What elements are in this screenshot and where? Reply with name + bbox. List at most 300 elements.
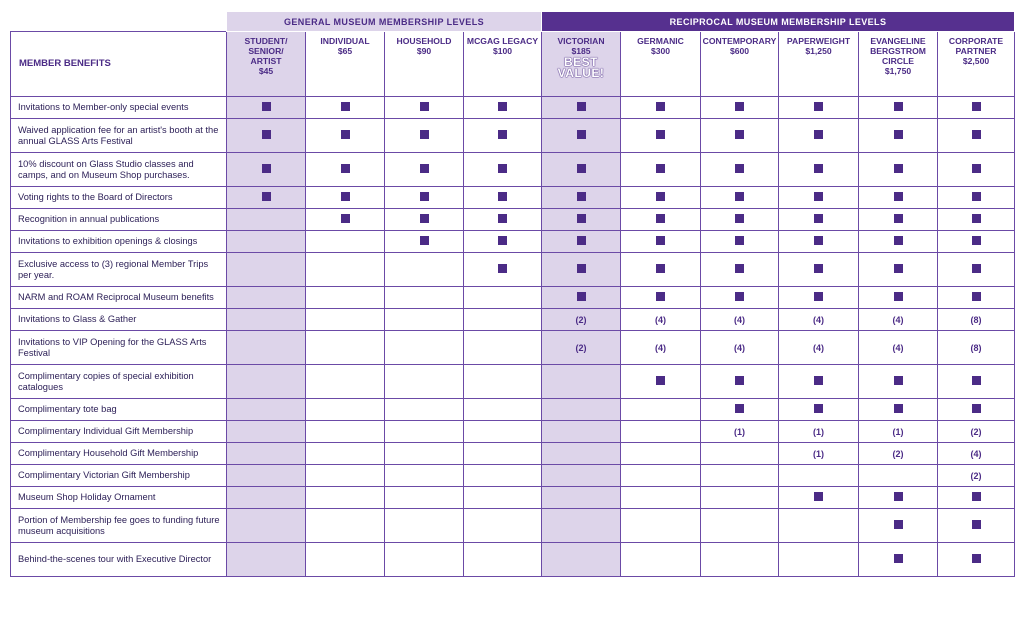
benefit-cell	[621, 187, 701, 209]
included-square-icon	[262, 192, 271, 201]
benefit-cell	[779, 187, 859, 209]
quantity-label: (2)	[970, 470, 982, 481]
benefit-cell	[542, 119, 621, 153]
benefit-cell	[227, 331, 306, 365]
benefit-cell	[938, 253, 1015, 287]
benefit-cell	[621, 97, 701, 119]
benefit-cell	[542, 309, 621, 331]
benefit-cell	[938, 119, 1015, 153]
benefit-cell	[306, 253, 385, 287]
benefit-cell	[859, 309, 938, 331]
benefit-cell	[621, 465, 701, 487]
benefit-cell	[464, 543, 542, 577]
benefit-cell	[464, 231, 542, 253]
benefit-cell	[385, 399, 464, 421]
benefit-label: Portion of Membership fee goes to funding future museum acquisitions	[11, 509, 227, 543]
benefit-row	[11, 509, 1015, 543]
benefit-cell	[227, 209, 306, 231]
benefit-cell	[621, 399, 701, 421]
benefit-cell	[621, 543, 701, 577]
benefit-label: Invitations to VIP Opening for the GLASS Arts Festival	[11, 331, 227, 365]
benefit-cell	[621, 331, 701, 365]
included-square-icon	[894, 554, 903, 563]
benefit-cell	[227, 543, 306, 577]
benefit-cell	[227, 97, 306, 119]
included-square-icon	[894, 404, 903, 413]
benefit-cell	[701, 465, 779, 487]
level-header	[464, 32, 542, 97]
benefit-cell	[385, 153, 464, 187]
level-name: MCGAG LEGACY	[466, 36, 539, 46]
benefit-cell	[938, 231, 1015, 253]
benefit-cell	[859, 509, 938, 543]
benefit-row	[11, 443, 1015, 465]
included-square-icon	[656, 376, 665, 385]
benefit-row	[11, 253, 1015, 287]
included-square-icon	[972, 102, 981, 111]
benefit-cell	[779, 253, 859, 287]
benefit-cell	[306, 287, 385, 309]
benefit-cell	[779, 487, 859, 509]
level-header	[621, 32, 701, 97]
benefit-label: Exclusive access to (3) regional Member Trips per year.	[11, 253, 227, 287]
included-square-icon	[341, 214, 350, 223]
benefit-label: Invitations to Glass & Gather	[11, 309, 227, 331]
benefit-cell	[701, 153, 779, 187]
benefit-cell	[227, 119, 306, 153]
benefit-row	[11, 287, 1015, 309]
benefit-cell	[464, 399, 542, 421]
benefit-cell	[542, 331, 621, 365]
benefit-cell	[464, 487, 542, 509]
benefit-cell	[938, 309, 1015, 331]
included-square-icon	[972, 164, 981, 173]
included-square-icon	[814, 264, 823, 273]
level-name: GERMANIC	[637, 36, 684, 46]
level-header	[701, 32, 779, 97]
level-header	[859, 32, 938, 97]
benefit-label: Recognition in annual publications	[11, 209, 227, 231]
benefit-label: Complimentary Individual Gift Membership	[11, 421, 227, 443]
included-square-icon	[972, 376, 981, 385]
quantity-label: (4)	[970, 448, 982, 459]
benefit-cell	[306, 209, 385, 231]
benefit-cell	[306, 231, 385, 253]
level-price: $600	[729, 46, 750, 56]
benefit-cell	[542, 287, 621, 309]
benefit-cell	[385, 421, 464, 443]
included-square-icon	[894, 130, 903, 139]
benefit-cell	[701, 209, 779, 231]
benefit-cell	[621, 443, 701, 465]
benefit-row	[11, 465, 1015, 487]
included-square-icon	[814, 376, 823, 385]
included-square-icon	[420, 214, 429, 223]
included-square-icon	[894, 236, 903, 245]
benefit-label: 10% discount on Glass Studio classes and camps, and on Museum Shop purchases.	[11, 153, 227, 187]
quantity-label: (1)	[813, 426, 824, 437]
level-price: $2,500	[962, 56, 990, 66]
benefit-cell	[385, 253, 464, 287]
level-header	[779, 32, 859, 97]
benefit-cell	[385, 543, 464, 577]
level-name: PAPERWEIGHT	[786, 36, 851, 46]
benefit-label: Complimentary tote bag	[11, 399, 227, 421]
benefits-matrix	[10, 11, 1015, 577]
level-header	[385, 32, 464, 97]
included-square-icon	[420, 130, 429, 139]
benefit-cell	[779, 119, 859, 153]
benefit-cell	[859, 209, 938, 231]
benefit-cell	[938, 443, 1015, 465]
benefit-row	[11, 331, 1015, 365]
included-square-icon	[498, 236, 507, 245]
included-square-icon	[972, 492, 981, 501]
included-square-icon	[262, 130, 271, 139]
quantity-label: (2)	[575, 342, 587, 353]
benefit-cell	[306, 543, 385, 577]
benefit-cell	[621, 487, 701, 509]
included-square-icon	[656, 264, 665, 273]
quantity-label: (8)	[970, 342, 982, 353]
quantity-label: (2)	[892, 448, 904, 459]
included-square-icon	[972, 404, 981, 413]
level-price: $90	[416, 46, 432, 56]
level-header	[306, 32, 385, 97]
included-square-icon	[735, 376, 744, 385]
level-name: CONTEMPORARY	[702, 36, 777, 46]
included-square-icon	[656, 214, 665, 223]
benefit-row	[11, 97, 1015, 119]
benefit-cell	[779, 309, 859, 331]
included-square-icon	[735, 192, 744, 201]
included-square-icon	[420, 192, 429, 201]
benefit-cell	[859, 487, 938, 509]
included-square-icon	[498, 164, 507, 173]
benefit-cell	[701, 231, 779, 253]
quantity-label: (4)	[655, 342, 666, 353]
benefit-cell	[859, 365, 938, 399]
benefit-cell	[701, 97, 779, 119]
benefit-cell	[542, 209, 621, 231]
benefit-cell	[701, 309, 779, 331]
benefit-cell	[621, 509, 701, 543]
included-square-icon	[577, 164, 586, 173]
included-square-icon	[577, 292, 586, 301]
benefit-row	[11, 365, 1015, 399]
benefit-cell	[779, 399, 859, 421]
benefit-cell	[385, 309, 464, 331]
level-name: INDIVIDUAL	[320, 36, 370, 46]
included-square-icon	[656, 130, 665, 139]
benefit-cell	[385, 97, 464, 119]
benefit-cell	[621, 153, 701, 187]
included-square-icon	[735, 214, 744, 223]
benefit-cell	[779, 465, 859, 487]
benefit-cell	[542, 421, 621, 443]
benefit-cell	[227, 231, 306, 253]
benefit-cell	[542, 399, 621, 421]
benefit-cell	[859, 287, 938, 309]
benefit-cell	[306, 365, 385, 399]
benefit-label: Complimentary Household Gift Membership	[11, 443, 227, 465]
benefit-cell	[542, 97, 621, 119]
benefit-cell	[464, 331, 542, 365]
included-square-icon	[972, 214, 981, 223]
benefit-cell	[542, 487, 621, 509]
benefit-cell	[227, 421, 306, 443]
included-square-icon	[262, 164, 271, 173]
benefit-cell	[701, 253, 779, 287]
benefit-cell	[859, 543, 938, 577]
benefit-cell	[464, 119, 542, 153]
benefit-cell	[227, 309, 306, 331]
benefit-cell	[938, 465, 1015, 487]
benefit-cell	[859, 153, 938, 187]
benefit-cell	[227, 399, 306, 421]
benefit-label: Invitations to exhibition openings & closings	[11, 231, 227, 253]
benefit-label: NARM and ROAM Reciprocal Museum benefits	[11, 287, 227, 309]
quantity-label: (4)	[813, 342, 824, 353]
quantity-label: (4)	[734, 314, 745, 325]
quantity-label: (2)	[575, 314, 587, 325]
included-square-icon	[972, 554, 981, 563]
benefit-cell	[701, 421, 779, 443]
benefit-cell	[621, 209, 701, 231]
benefit-cell	[464, 287, 542, 309]
benefit-cell	[227, 443, 306, 465]
quantity-label: (1)	[892, 426, 904, 437]
benefit-cell	[859, 97, 938, 119]
benefit-row	[11, 231, 1015, 253]
benefit-cell	[385, 365, 464, 399]
included-square-icon	[894, 102, 903, 111]
benefit-cell	[701, 443, 779, 465]
benefit-cell	[938, 187, 1015, 209]
benefit-cell	[859, 231, 938, 253]
quantity-label: (1)	[813, 448, 824, 459]
included-square-icon	[577, 214, 586, 223]
benefit-row	[11, 487, 1015, 509]
benefit-cell	[306, 331, 385, 365]
included-square-icon	[894, 164, 903, 173]
benefit-cell	[306, 309, 385, 331]
benefit-cell	[701, 543, 779, 577]
quantity-label: (4)	[655, 314, 666, 325]
benefit-cell	[779, 287, 859, 309]
benefit-cell	[227, 153, 306, 187]
benefit-cell	[542, 543, 621, 577]
benefit-cell	[779, 365, 859, 399]
benefit-cell	[306, 119, 385, 153]
included-square-icon	[420, 164, 429, 173]
benefit-cell	[938, 509, 1015, 543]
benefit-cell	[621, 287, 701, 309]
included-square-icon	[814, 192, 823, 201]
benefit-cell	[385, 331, 464, 365]
included-square-icon	[656, 292, 665, 301]
quantity-label: (2)	[970, 426, 982, 437]
benefit-cell	[859, 399, 938, 421]
included-square-icon	[972, 520, 981, 529]
benefit-row	[11, 421, 1015, 443]
included-square-icon	[341, 130, 350, 139]
benefit-cell	[701, 509, 779, 543]
benefit-cell	[464, 97, 542, 119]
benefit-row	[11, 119, 1015, 153]
benefit-cell	[227, 465, 306, 487]
included-square-icon	[735, 102, 744, 111]
benefit-cell	[701, 399, 779, 421]
level-price: $100	[492, 46, 513, 56]
benefit-cell	[938, 287, 1015, 309]
benefit-cell	[779, 509, 859, 543]
benefit-cell	[938, 487, 1015, 509]
benefit-cell	[385, 119, 464, 153]
benefit-cell	[306, 399, 385, 421]
included-square-icon	[656, 192, 665, 201]
level-name: CORPORATE PARTNER	[948, 36, 1004, 56]
included-square-icon	[972, 292, 981, 301]
benefit-cell	[227, 287, 306, 309]
benefit-cell	[227, 509, 306, 543]
included-square-icon	[814, 130, 823, 139]
benefit-cell	[306, 187, 385, 209]
member-benefits-header: MEMBER BENEFITS	[11, 32, 227, 97]
benefit-cell	[542, 187, 621, 209]
included-square-icon	[498, 130, 507, 139]
level-price: $185	[571, 46, 591, 56]
benefit-cell	[859, 253, 938, 287]
benefit-cell	[385, 187, 464, 209]
benefit-cell	[621, 119, 701, 153]
benefit-cell	[859, 187, 938, 209]
included-square-icon	[972, 264, 981, 273]
benefit-row	[11, 399, 1015, 421]
included-square-icon	[262, 102, 271, 111]
benefit-label: Complimentary copies of special exhibition catalogues	[11, 365, 227, 399]
benefit-cell	[621, 421, 701, 443]
benefit-cell	[464, 365, 542, 399]
benefit-cell	[621, 365, 701, 399]
benefit-label: Complimentary Victorian Gift Membership	[11, 465, 227, 487]
benefit-cell	[385, 287, 464, 309]
included-square-icon	[814, 492, 823, 501]
included-square-icon	[498, 264, 507, 273]
included-square-icon	[814, 236, 823, 245]
benefit-cell	[227, 487, 306, 509]
benefit-cell	[779, 543, 859, 577]
included-square-icon	[577, 236, 586, 245]
benefit-row	[11, 543, 1015, 577]
level-name: STUDENT/ SENIOR/ ARTIST	[244, 36, 288, 66]
benefit-cell	[227, 365, 306, 399]
group-blank	[11, 12, 227, 32]
best-value-badge: BEST VALUE!	[557, 55, 605, 80]
quantity-label: (4)	[813, 314, 824, 325]
benefit-cell	[542, 231, 621, 253]
level-price: $300	[650, 46, 671, 56]
included-square-icon	[972, 130, 981, 139]
benefit-row	[11, 209, 1015, 231]
included-square-icon	[735, 164, 744, 173]
benefit-cell	[938, 365, 1015, 399]
level-header	[227, 32, 306, 97]
benefit-cell	[701, 287, 779, 309]
benefit-cell	[779, 421, 859, 443]
benefit-cell	[779, 331, 859, 365]
benefit-cell	[385, 231, 464, 253]
group-general-header: GENERAL MUSEUM MEMBERSHIP LEVELS	[227, 12, 542, 32]
included-square-icon	[656, 236, 665, 245]
included-square-icon	[341, 102, 350, 111]
benefit-cell	[306, 97, 385, 119]
benefit-cell	[859, 119, 938, 153]
included-square-icon	[656, 164, 665, 173]
included-square-icon	[814, 404, 823, 413]
included-square-icon	[735, 130, 744, 139]
benefit-cell	[779, 231, 859, 253]
benefit-cell	[306, 153, 385, 187]
level-price: $65	[337, 46, 353, 56]
quantity-label: (4)	[892, 314, 904, 325]
benefit-cell	[227, 253, 306, 287]
benefit-cell	[464, 465, 542, 487]
included-square-icon	[814, 214, 823, 223]
benefit-cell	[859, 331, 938, 365]
quantity-label: (4)	[734, 342, 745, 353]
benefit-cell	[938, 543, 1015, 577]
benefit-cell	[542, 509, 621, 543]
benefit-cell	[464, 187, 542, 209]
included-square-icon	[341, 192, 350, 201]
included-square-icon	[894, 192, 903, 201]
benefit-cell	[542, 443, 621, 465]
benefit-cell	[385, 443, 464, 465]
benefit-cell	[859, 465, 938, 487]
benefit-cell	[464, 509, 542, 543]
benefit-cell	[701, 365, 779, 399]
benefit-label: Behind-the-scenes tour with Executive Director	[11, 543, 227, 577]
included-square-icon	[894, 520, 903, 529]
level-price: $1,750	[884, 66, 912, 76]
benefit-cell	[938, 209, 1015, 231]
included-square-icon	[814, 102, 823, 111]
included-square-icon	[577, 264, 586, 273]
included-square-icon	[972, 236, 981, 245]
benefit-label: Waived application fee for an artist's booth at the annual GLASS Arts Festival	[11, 119, 227, 153]
group-reciprocal-header: RECIPROCAL MUSEUM MEMBERSHIP LEVELS	[542, 12, 1015, 32]
benefit-cell	[621, 309, 701, 331]
quantity-label: (1)	[734, 426, 745, 437]
included-square-icon	[735, 404, 744, 413]
included-square-icon	[498, 102, 507, 111]
benefit-cell	[385, 209, 464, 231]
benefit-cell	[779, 443, 859, 465]
benefit-cell	[464, 309, 542, 331]
included-square-icon	[498, 192, 507, 201]
benefit-cell	[779, 209, 859, 231]
quantity-label: (8)	[970, 314, 982, 325]
benefit-cell	[464, 209, 542, 231]
included-square-icon	[577, 192, 586, 201]
benefit-cell	[701, 331, 779, 365]
benefit-cell	[859, 421, 938, 443]
benefit-label: Voting rights to the Board of Directors	[11, 187, 227, 209]
benefit-cell	[542, 465, 621, 487]
benefit-cell	[306, 487, 385, 509]
benefit-row	[11, 153, 1015, 187]
